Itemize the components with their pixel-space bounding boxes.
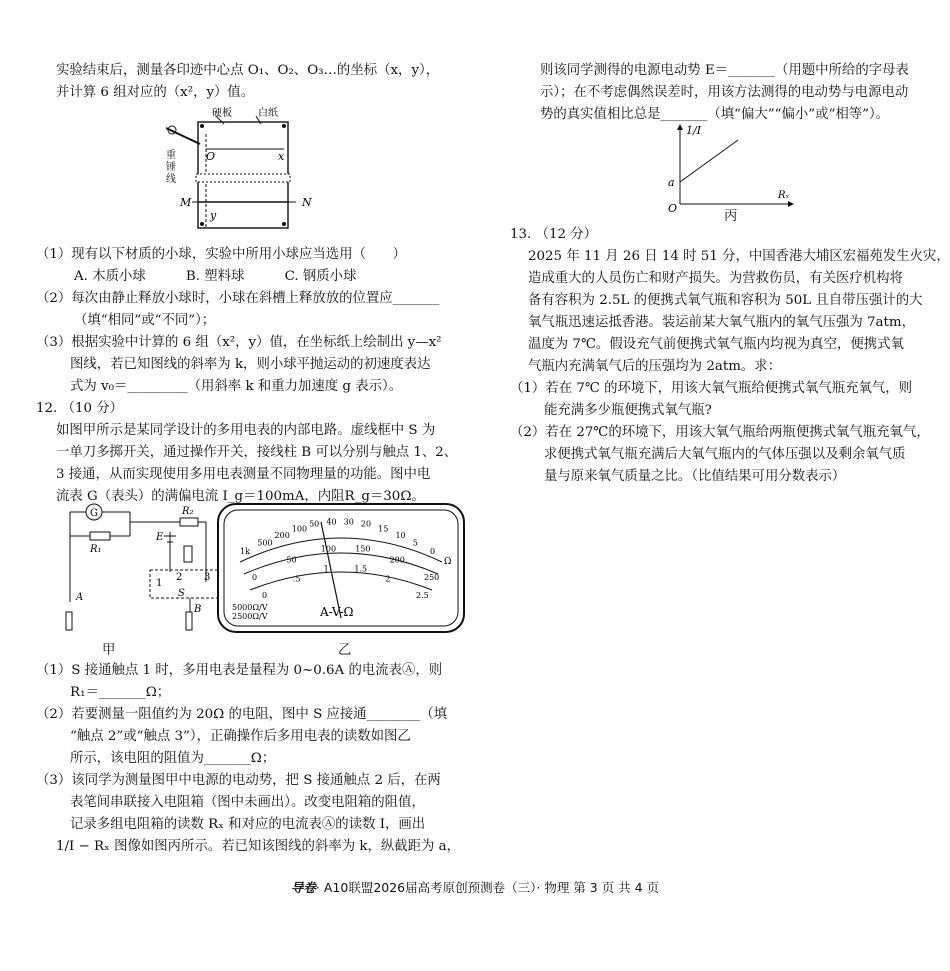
q13-line-1: 2025 年 11 月 26 日 14 时 51 分，中国香港大埔区宏福苑发生火灾， [528,249,950,264]
page-footer [0,878,950,896]
sub2-line-3: 所示，该电阻的阻值为_______Ω； [70,751,276,766]
q1-text: （1）现有以下材质的小球，实验中所用小球应当选用（ ） [36,247,407,262]
circuit-diagram-jia [50,502,220,632]
ohm-scale-label-0: 1k [240,547,250,556]
q3-line-2: 图线，若已知图线的斜率为 k，则小球平抛运动的初速度表达 [70,357,431,372]
ohm-scale-label-3: 100 [291,524,308,534]
svg-text:G: G [90,508,98,519]
q13-line-6: 气瓶内充满氧气后的压强均为 2atm。求： [528,359,782,374]
svg-text:O: O [668,202,678,215]
sub1-line-1: （1）S 接通触点 1 时，多用电表是量程为 0~0.6A 的电流表Ⓐ，则 [36,663,443,678]
caption-jia: 甲 [102,643,116,658]
low-scale-label-5: 2.5 [416,591,429,600]
svg-text:Ω: Ω [444,557,452,567]
q13-line-2: 造成重大的人员伤亡和财产损失。为营救伤员，有关医疗机构将 [528,271,903,286]
svg-text:1: 1 [156,578,163,589]
svg-text:5000Ω/V: 5000Ω/V [232,603,268,612]
r-line-2: 示）；在不考虑偶然误差时，用该方法测得的电动势与电源电动 [540,85,909,100]
sub3-line-1: （3）该同学为测量图甲中电源的电动势，把 S 接通触点 2 后，在两 [36,773,441,788]
fig1-label-m: M [180,196,192,209]
q13-sub2-line-2: 求便携式氧气瓶充满后大氧气瓶内的气体压强以及剩余氧气质 [544,447,906,462]
ohm-scale-label-8: 15 [378,524,389,534]
svg-text:A-V-Ω: A-V-Ω [320,605,354,619]
low-scale-label-0: 0 [262,591,268,600]
q2-line-1: （2）每次由静止释放小球时，小球在斜槽上释放放的位置应_______ [36,291,440,306]
q13-line-5: 温度为 7℃。假设充气前便携式氧气瓶内均视为真空，便携式氧 [528,337,904,352]
sub3-line-3: 记录多组电阻箱的读数 Rₓ 和对应的电流表Ⓐ的读数 I，画出 [70,817,426,832]
ohm-scale-label-10: 5 [412,538,418,548]
graph-bing [660,120,800,220]
r-line-1: 则该同学测得的电源电动势 E＝_______（用题中所给的字母表 [540,63,909,78]
intro-line-1: 实验结束后，测量各印迹中心点 O₁、O₂、O₃…的坐标（x，y）， [56,63,440,78]
svg-text:Rₓ: Rₓ [778,190,790,201]
ohm-scale-label-5: 40 [326,517,337,527]
svg-text:1/I: 1/I [686,124,702,137]
fig1-label-paper: 白纸 [258,108,278,119]
fig1-label-board: 硬板 [212,108,232,119]
projectile-apparatus-figure [166,104,346,234]
q13-line-4: 氧气瓶迅速运抵香港。装运前某大氧气瓶内的氧气压强为 7atm， [528,315,915,330]
sub2-line-1: （2）若要测量一阻值约为 20Ω 的电阻，图中 S 应接通________（填 [36,707,448,722]
mid-scale-label-0: 0 [252,573,258,582]
ohm-scale-label-4: 50 [309,519,320,529]
svg-text:E: E [156,532,164,543]
q12-line-1: 如图甲所示是某同学设计的多用电表的内部电路。虚线框中 S 为 [56,423,436,438]
svg-text:R₂: R₂ [182,506,194,517]
r-line-3: 势的真实值相比总是_______（填“偏大”“偏小”或“相等”）。 [540,107,890,122]
svg-text:3: 3 [204,572,211,583]
svg-text:S: S [178,588,185,599]
q1-options: A. 木质小球 B. 塑料球 C. 钢质小球 [74,269,357,284]
mid-scale-label-2: 100 [320,544,337,554]
svg-text:2: 2 [176,572,183,583]
q3-line-1: （3）根据实验中计算的 6 组（x²，y）值，在坐标纸上绘制出 y—x² [36,335,442,350]
ohm-scale-label-7: 20 [360,519,372,529]
q12-line-2: 一单刀多掷开关，通过操作开关，接线柱 B 可以分别与触点 1、2、 [56,445,458,460]
fig1-label-o: O [206,150,216,163]
ohm-scale-label-9: 10 [395,530,406,540]
fig1-label-y: y [210,209,217,222]
ohm-scale-label-6: 30 [343,517,354,527]
footer-logo: 导卷 [290,880,316,895]
fig1-plumb-label: 重锤线 [166,150,176,185]
sub2-line-2: “触点 2”或“触点 3”），正确操作后多用电表的读数如图乙 [70,729,411,744]
fig1-label-x: x [278,150,285,163]
caption-bing: 丙 [724,209,738,224]
caption-yi: 乙 [338,643,352,658]
fig1-label-n: N [302,196,312,209]
sub3-line-2: 表笔间串联接入电阻箱（图中未画出）。改变电阻箱的阻值， [70,795,425,810]
ohm-scale-label-2: 200 [274,530,290,540]
low-scale-label-3: 1.5 [354,564,368,574]
q12-line-3: 3 接通，从而实现使用多用电表测量不同物理量的功能。图中电 [56,467,431,482]
q13-sub1-line-1: （1）若在 7℃ 的环境下，用该大氧气瓶给便携式氧气瓶充氧气，则 [510,381,913,396]
footer-text: · A10联盟2026届高考原创预测卷（三）· 物理 第 3 页 共 4 页 [315,880,660,895]
q13-sub2-line-1: （2）若在 27℃的环境下，用该大氧气瓶给两瓶便携式氧气瓶充氧气， [510,425,930,440]
mid-scale-label-1: 50 [286,555,297,565]
q3-line-3: 式为 v₀＝_________（用斜率 k 和重力加速度 g 表示）。 [70,379,403,394]
svg-text:2500Ω/V: 2500Ω/V [232,612,268,621]
svg-text:a: a [668,176,675,189]
sub3-line-4: 1/I − Rₓ 图像如图丙所示。若已知该图线的斜率为 k，纵截距为 a， [56,839,461,854]
svg-text:A: A [76,592,84,603]
q12-heading: 12. （10 分） [36,401,124,416]
svg-text:B: B [194,604,202,615]
mid-scale-label-5: 250 [424,573,440,582]
low-scale-label-4: 2 [385,574,391,584]
q13-sub1-line-2: 能充满多少瓶便携式氧气瓶? [544,403,712,418]
q2-line-2: （填“相同”或“不同”）； [74,313,216,328]
q13-heading: 13. （12 分） [510,227,598,242]
low-scale-label-1: .5 [292,574,301,584]
ohm-scale-label-11: 0 [430,547,436,556]
q12-line-4: 流表 G（表头）的满偏电流 I_g＝100mA，内阻R_g＝30Ω。 [56,489,425,504]
mid-scale-label-3: 150 [355,544,371,554]
mid-scale-label-4: 200 [389,555,405,565]
ohm-scale-label-1: 500 [257,538,273,548]
sub1-line-2: R₁＝_______Ω； [70,685,171,700]
q13-line-3: 备有容积为 2.5L 的便携式氧气瓶和容积为 50L 且自带压强计的大 [528,293,923,308]
low-scale-label-2: 1 [323,564,329,574]
q13-sub2-line-3: 量与原来氧气质量之比。（比值结果可用分数表示） [544,469,846,484]
multimeter-dial-yi [216,502,466,634]
intro-line-2: 并计算 6 组对应的（x²，y）值。 [56,85,255,100]
svg-text:R₁: R₁ [90,544,102,555]
